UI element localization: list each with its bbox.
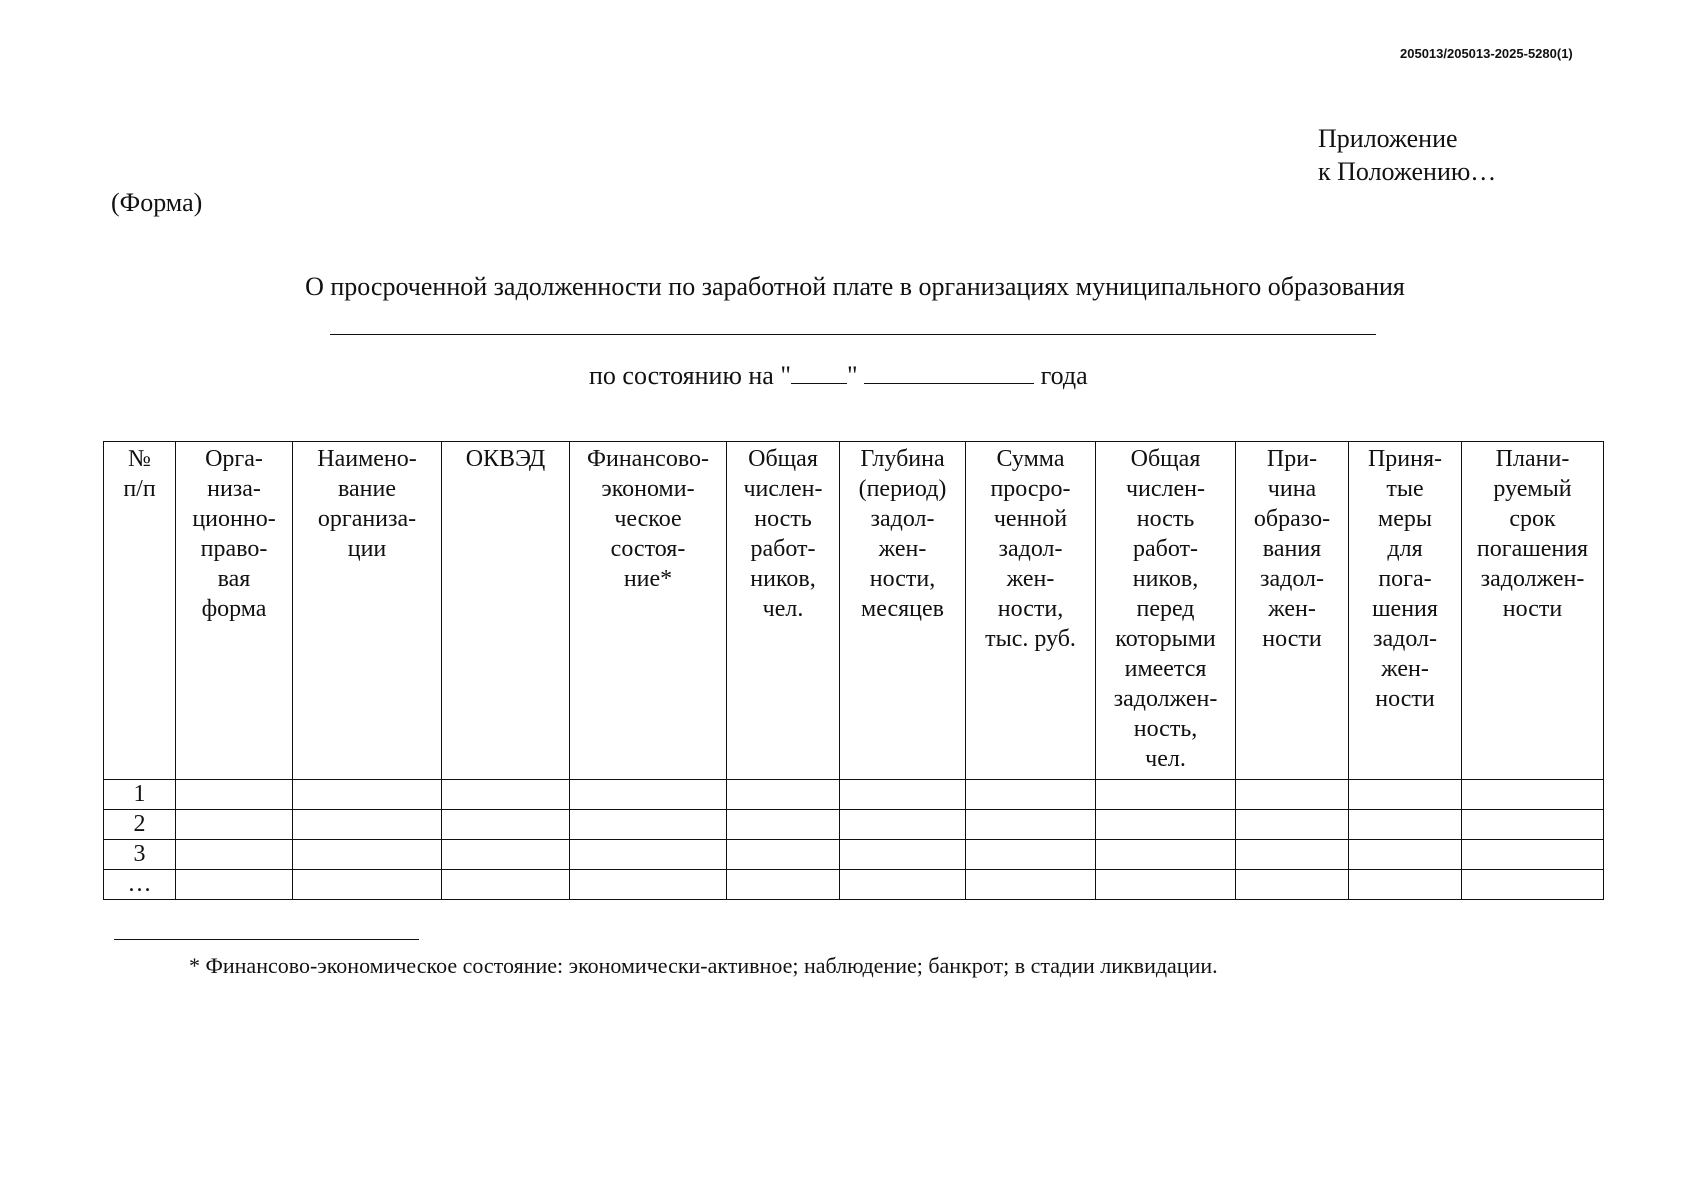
table-cell bbox=[1462, 840, 1604, 870]
col-header-legal-form: Орга- низа- ционно- право- вая форма bbox=[176, 442, 293, 780]
as-of-date-line bbox=[589, 361, 1088, 391]
header-row bbox=[104, 442, 1604, 780]
table-cell bbox=[1236, 840, 1349, 870]
table-cell bbox=[1236, 810, 1349, 840]
document-title: О просроченной задолженности по заработной плате в организациях муниципального образования bbox=[305, 272, 1405, 301]
table-cell bbox=[966, 870, 1096, 900]
footnote-divider bbox=[114, 939, 419, 940]
table-cell bbox=[1236, 780, 1349, 810]
table-cell bbox=[727, 840, 840, 870]
row-number: 2 bbox=[104, 810, 176, 840]
col-header-affected-workers: Общая числен- ность работ- ников, перед которыми имеется задолжен- ность, чел. bbox=[1096, 442, 1236, 780]
col-header-debt-depth: Глубина (период) задол- жен- ности, месяцев bbox=[840, 442, 966, 780]
month-blank bbox=[864, 361, 1034, 384]
table-row bbox=[104, 780, 1604, 810]
col-header-repayment-term: Плани- руемый срок погашения задолжен- ности bbox=[1462, 442, 1604, 780]
col-header-org-name: Наимено- вание организа- ции bbox=[293, 442, 442, 780]
col-header-headcount: Общая числен- ность работ- ников, чел. bbox=[727, 442, 840, 780]
table-cell bbox=[176, 810, 293, 840]
table-cell bbox=[1349, 840, 1462, 870]
row-number: … bbox=[104, 870, 176, 900]
day-blank bbox=[791, 361, 847, 384]
table-cell bbox=[176, 780, 293, 810]
form-label: (Форма) bbox=[111, 188, 203, 217]
table-cell bbox=[1349, 780, 1462, 810]
table-cell bbox=[727, 780, 840, 810]
table-cell bbox=[1236, 870, 1349, 900]
table-cell bbox=[293, 780, 442, 810]
table-cell bbox=[1096, 840, 1236, 870]
table-cell bbox=[570, 840, 727, 870]
table-cell bbox=[840, 810, 966, 840]
as-of-quote: " bbox=[846, 361, 858, 390]
row-number: 3 bbox=[104, 840, 176, 870]
table-cell bbox=[442, 870, 570, 900]
table-cell bbox=[840, 840, 966, 870]
table-cell bbox=[966, 780, 1096, 810]
table-cell bbox=[293, 840, 442, 870]
table-cell bbox=[293, 810, 442, 840]
col-header-financial-state: Финансово- экономи- ческое состоя- ние* bbox=[570, 442, 727, 780]
table-row bbox=[104, 810, 1604, 840]
col-header-debt-amount: Сумма просро- ченной задол- жен- ности, тыс. руб. bbox=[966, 442, 1096, 780]
as-of-suffix: года bbox=[1040, 361, 1088, 390]
table-cell bbox=[1462, 780, 1604, 810]
table-row bbox=[104, 870, 1604, 900]
col-header-okved: ОКВЭД bbox=[442, 442, 570, 780]
table-cell bbox=[1349, 870, 1462, 900]
col-header-measures: Приня- тые меры для пога- шения задол- жен- ности bbox=[1349, 442, 1462, 780]
appendix-reference bbox=[1318, 122, 1496, 188]
table-cell bbox=[570, 810, 727, 840]
table-cell bbox=[966, 810, 1096, 840]
as-of-prefix: по состоянию на " bbox=[589, 361, 791, 390]
table-cell bbox=[442, 810, 570, 840]
table-cell bbox=[570, 870, 727, 900]
col-header-debt-cause: При- чина образо- вания задол- жен- ности bbox=[1236, 442, 1349, 780]
table-cell bbox=[1096, 780, 1236, 810]
table-cell bbox=[570, 780, 727, 810]
table-cell bbox=[176, 840, 293, 870]
table-cell bbox=[293, 870, 442, 900]
table-cell bbox=[727, 870, 840, 900]
row-number: 1 bbox=[104, 780, 176, 810]
table-cell bbox=[840, 870, 966, 900]
appendix-line-2: к Положению… bbox=[1318, 157, 1497, 186]
col-header-number: № п/п bbox=[104, 442, 176, 780]
table-cell bbox=[1462, 810, 1604, 840]
table-cell bbox=[840, 780, 966, 810]
table-cell bbox=[966, 840, 1096, 870]
table-cell bbox=[176, 870, 293, 900]
table-cell bbox=[442, 780, 570, 810]
table-cell bbox=[727, 810, 840, 840]
table-cell bbox=[1096, 870, 1236, 900]
table-cell bbox=[442, 840, 570, 870]
table-row bbox=[104, 840, 1604, 870]
municipality-blank-line bbox=[330, 334, 1376, 335]
table-cell bbox=[1096, 810, 1236, 840]
appendix-line-1: Приложение bbox=[1318, 124, 1458, 153]
debt-report-table bbox=[103, 441, 1604, 900]
footnote: * Финансово-экономическое состояние: экономически-активное; наблюдение; банкрот; в стадии ликвидации. bbox=[189, 953, 1218, 978]
table-cell bbox=[1462, 870, 1604, 900]
table-cell bbox=[1349, 810, 1462, 840]
document-code: 205013/205013-2025-5280(1) bbox=[1400, 46, 1573, 61]
